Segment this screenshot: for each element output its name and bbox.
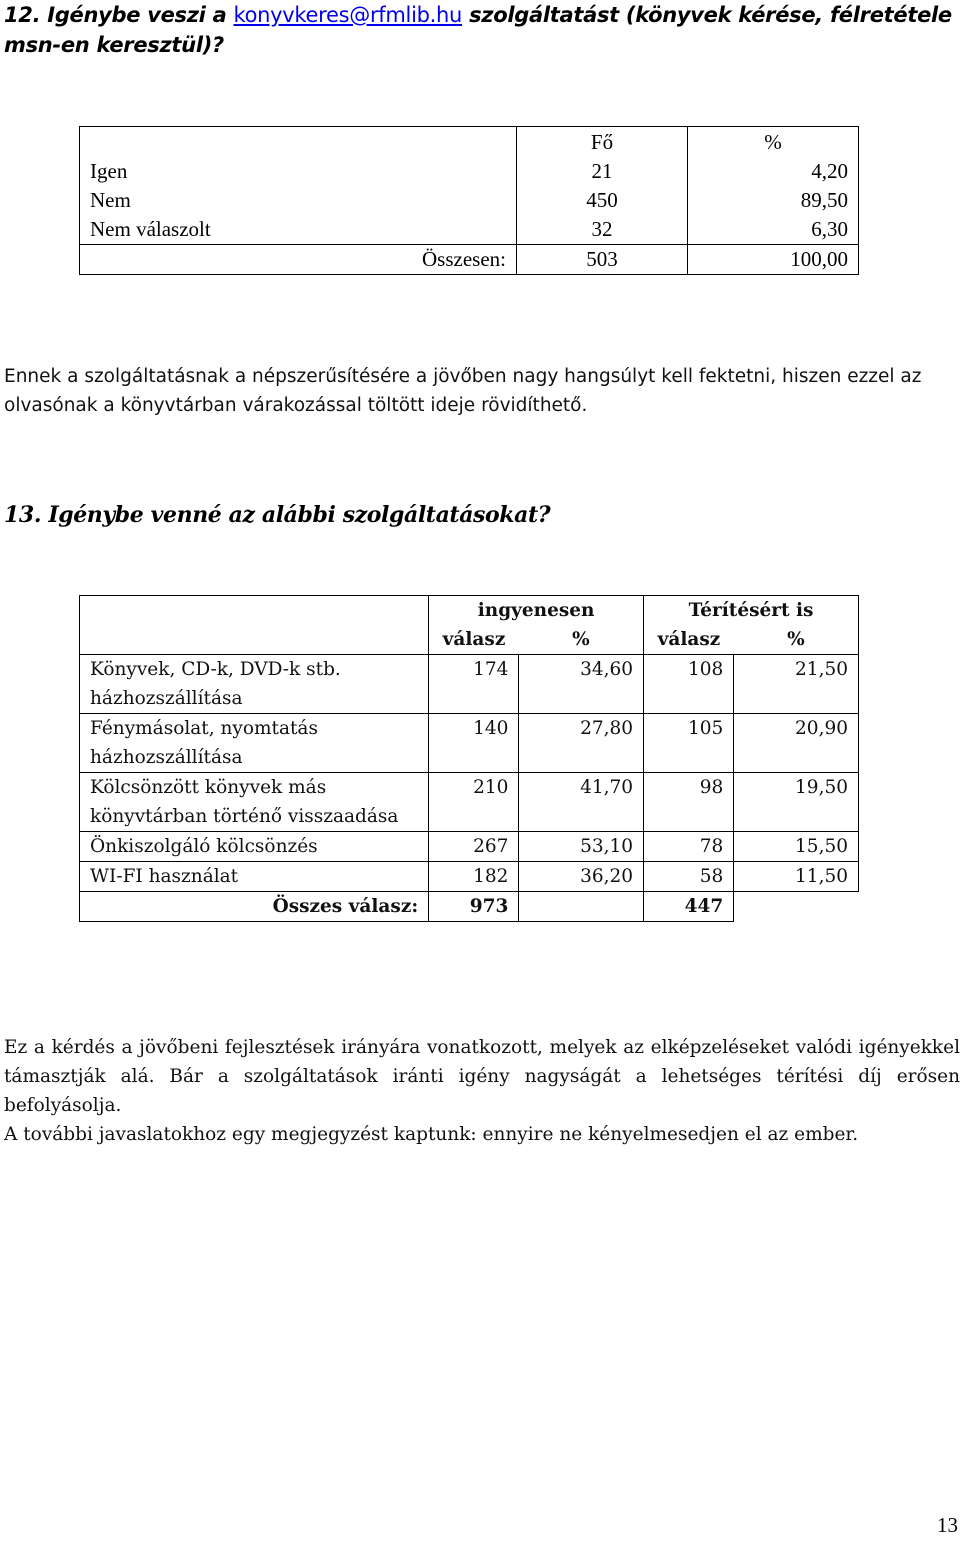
header-ingyenesen: ingyenesen <box>429 596 644 626</box>
header-empty-cell <box>80 596 429 655</box>
total-row <box>80 892 859 922</box>
row-paid-count: 58 <box>644 862 734 892</box>
table-row <box>80 773 859 832</box>
table-row <box>80 655 859 714</box>
row-paid-pct: 15,50 <box>734 832 859 862</box>
row-fo: 21 <box>517 157 688 186</box>
row-pct: 4,20 <box>688 157 859 186</box>
total-paid-count: 447 <box>644 892 734 922</box>
total-free-count: 973 <box>429 892 519 922</box>
row-free-count: 267 <box>429 832 519 862</box>
row-fo: 450 <box>517 186 688 215</box>
header-pct: % <box>688 127 859 158</box>
total-pct: 100,00 <box>688 245 859 275</box>
total-label: Összes válasz: <box>80 892 429 922</box>
row-fo: 32 <box>517 215 688 245</box>
subheader-valasz-2: válasz <box>644 625 734 655</box>
total-row <box>80 245 859 275</box>
total-paid-pct-empty <box>734 892 859 922</box>
group-header-row <box>80 596 859 626</box>
table-row <box>80 714 859 773</box>
page-number: 13 <box>937 1513 958 1537</box>
table-row <box>80 215 859 245</box>
row-label: Könyvek, CD-k, DVD-k stb. házhozszállítása <box>80 655 429 714</box>
email-link[interactable]: konyvkeres@rfmlib.hu <box>233 3 463 27</box>
row-paid-count: 105 <box>644 714 734 773</box>
row-label: Kölcsönzött könyvek más könyvtárban történő visszaadása <box>80 773 429 832</box>
row-free-pct: 34,60 <box>519 655 644 714</box>
header-fo: Fő <box>517 127 688 158</box>
row-pct: 6,30 <box>688 215 859 245</box>
header-teritesert: Térítésért is <box>644 596 859 626</box>
question-12-heading <box>4 0 954 60</box>
row-free-pct: 36,20 <box>519 862 644 892</box>
row-paid-pct: 19,50 <box>734 773 859 832</box>
row-free-pct: 27,80 <box>519 714 644 773</box>
table-row <box>80 157 859 186</box>
subheader-pct-1: % <box>519 625 644 655</box>
row-pct: 89,50 <box>688 186 859 215</box>
services-table <box>79 595 859 922</box>
paragraph-suggestion: A további javaslatokhoz egy megjegyzést kaptunk: ennyire ne kényelmesedjen el az ember. <box>4 1124 859 1145</box>
row-label: Fénymásolat, nyomtatás házhozszállítása <box>80 714 429 773</box>
row-paid-pct: 21,50 <box>734 655 859 714</box>
row-paid-pct: 11,50 <box>734 862 859 892</box>
total-free-pct-empty <box>519 892 644 922</box>
total-fo: 503 <box>517 245 688 275</box>
question-13-heading: 13. Igénybe venné az alábbi szolgáltatásokat? <box>4 502 551 528</box>
row-label: Nem válaszolt <box>80 215 517 245</box>
table-row <box>80 832 859 862</box>
paragraph-msn-comment: Ennek a szolgáltatásnak a népszerűsítésére a jövőben nagy hangsúlyt kell fektetni, hiszen ezzel az olvasónak a könyvtárban várakozással töltött ideje rövidíthető. <box>4 366 922 416</box>
row-free-count: 182 <box>429 862 519 892</box>
table-header-row <box>80 127 859 158</box>
row-free-count: 140 <box>429 714 519 773</box>
question-12-prefix: 12. Igénybe veszi a <box>4 3 234 27</box>
row-label: WI-FI használat <box>80 862 429 892</box>
row-paid-pct: 20,90 <box>734 714 859 773</box>
subheader-valasz-1: válasz <box>429 625 519 655</box>
row-label: Önkiszolgáló kölcsönzés <box>80 832 429 862</box>
row-free-pct: 53,10 <box>519 832 644 862</box>
row-paid-count: 108 <box>644 655 734 714</box>
row-paid-count: 78 <box>644 832 734 862</box>
paragraph-q13-comment: Ez a kérdés a jövőbeni fejlesztések irányára vonatkozott, melyek az elképzeléseket valódi igényekkel támasztják alá. Bár a szolgáltatások iránti igény nagyságát a lehetséges térítési díj erősen befolyásolja. <box>4 1037 960 1116</box>
header-label-cell <box>80 127 517 158</box>
total-label: Összesen: <box>80 245 517 275</box>
row-label: Nem <box>80 186 517 215</box>
row-free-count: 174 <box>429 655 519 714</box>
row-free-count: 210 <box>429 773 519 832</box>
table-row <box>80 862 859 892</box>
row-paid-count: 98 <box>644 773 734 832</box>
msn-service-table <box>79 126 859 275</box>
table-row <box>80 186 859 215</box>
row-free-pct: 41,70 <box>519 773 644 832</box>
question-12-suffix: szolgáltatást (könyvek kérése, félretétele msn-en keresztül)? <box>4 3 952 57</box>
row-label: Igen <box>80 157 517 186</box>
subheader-pct-2: % <box>734 625 859 655</box>
